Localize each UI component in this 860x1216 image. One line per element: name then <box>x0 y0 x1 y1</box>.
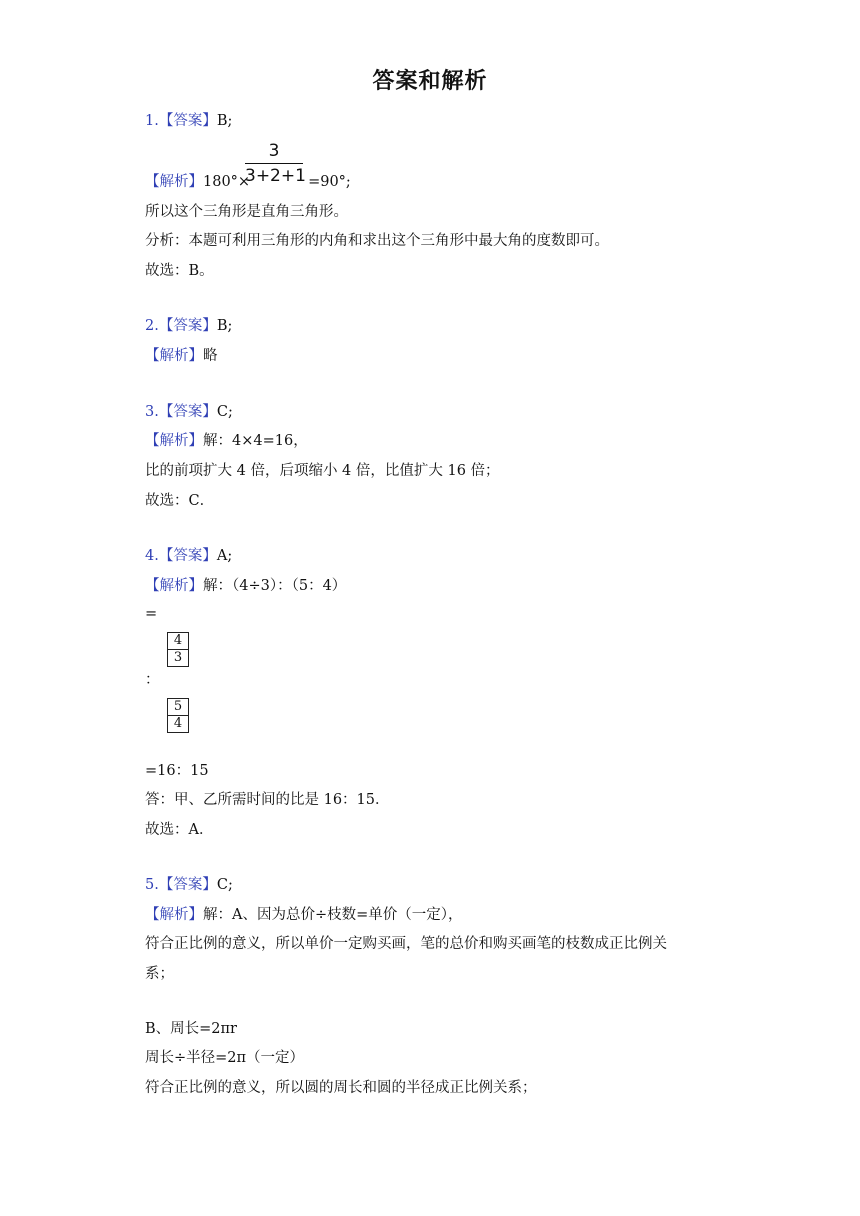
q5-line3: 系； <box>145 966 174 982</box>
q4-fraction-2-denominator: 4 <box>173 716 183 731</box>
q3-analysis-tag: 【解析】 <box>145 433 203 449</box>
q3-analysis: 解：4×4=16， <box>203 433 308 449</box>
q5-number: 5. <box>145 877 159 893</box>
q3-answer-tag: 【答案】 <box>158 404 217 420</box>
q4-choose: 故选：A． <box>145 822 214 838</box>
q2-analysis-line <box>145 346 218 366</box>
q2-analysis: 略 <box>203 348 218 364</box>
q4-analysis-line <box>145 576 346 596</box>
q2-answer-tag: 【答案】 <box>158 318 217 334</box>
q5-line6: 符合正比例的意义，所以圆的周长和圆的半径成正比例关系； <box>145 1080 537 1096</box>
q4-fraction-2-numerator: 5 <box>168 699 188 716</box>
q4-fraction-1-numerator: 4 <box>168 633 188 650</box>
q1-pre: 180°× <box>203 174 251 190</box>
q4-result: =16：15 <box>145 763 209 779</box>
q1-fraction-denominator: 3+2+1 <box>245 166 306 186</box>
q2-analysis-tag: 【解析】 <box>145 348 203 364</box>
q2-answer: B; <box>216 318 233 334</box>
q1-number: 1. <box>145 113 159 129</box>
q1-post: =90°; <box>308 174 351 190</box>
q1-fraction-numerator: 3 <box>268 141 280 161</box>
q3-line2: 比的前项扩大 4 倍，后项缩小 4 倍，比值扩大 16 倍； <box>145 463 500 479</box>
q2-answer-line <box>145 316 232 336</box>
q1-answer-line <box>145 111 232 131</box>
q1-line3: 分析：本题可利用三角形的内角和求出这个三角形中最大角的度数即可。 <box>145 233 609 249</box>
q1-line2: 所以这个三角形是直角三角形。 <box>145 204 348 220</box>
q3-number: 3. <box>145 404 159 420</box>
q5-answer-line <box>145 875 233 895</box>
q3-analysis-line <box>145 431 308 451</box>
q5-analysis-tag: 【解析】 <box>145 907 203 923</box>
q5-analysis-line <box>145 905 463 925</box>
q3-answer: C; <box>216 404 233 420</box>
q5-answer-tag: 【答案】 <box>158 877 217 893</box>
q1-answer-tag: 【答案】 <box>158 113 217 129</box>
q4-answer-line <box>145 546 232 566</box>
q5-answer: C; <box>216 877 233 893</box>
q4-fraction-1-denominator: 3 <box>173 650 183 665</box>
q3-line3: 故选：C． <box>145 493 215 509</box>
q1-analysis-tag: 【解析】 <box>145 174 203 190</box>
q4-fraction-2 <box>167 698 189 733</box>
q1-analysis-line <box>145 172 351 192</box>
q3-answer-line <box>145 402 233 422</box>
q5-analysis: 解：A、因为总价÷枝数=单价（一定）， <box>203 907 463 923</box>
q4-number: 4. <box>145 548 159 564</box>
q4-answer-tag: 【答案】 <box>158 548 217 564</box>
q5-line4: B、周长=2πr <box>145 1021 237 1037</box>
q4-analysis: 解：（4÷3）：（5：4） <box>203 578 347 594</box>
q4-answer: A; <box>216 548 233 564</box>
page-title: 答案和解析 <box>372 69 488 94</box>
q5-line5: 周长÷半径=2π（一定） <box>145 1050 305 1066</box>
q4-answer-sentence: 答：甲、乙所需时间的比是 16：15． <box>145 792 390 808</box>
q1-line4: 故选：B。 <box>145 263 214 279</box>
q4-analysis-tag: 【解析】 <box>145 578 203 594</box>
q1-answer: B; <box>216 113 233 129</box>
q1-fraction-bar <box>245 163 303 164</box>
q4-fraction-1 <box>167 632 189 667</box>
q2-number: 2. <box>145 318 159 334</box>
q4-equals: = <box>145 606 158 622</box>
q5-line2: 符合正比例的意义，所以单价一定购买画，笔的总价和购买画笔的枝数成正比例关 <box>145 936 667 952</box>
q4-colon: ： <box>145 672 160 688</box>
